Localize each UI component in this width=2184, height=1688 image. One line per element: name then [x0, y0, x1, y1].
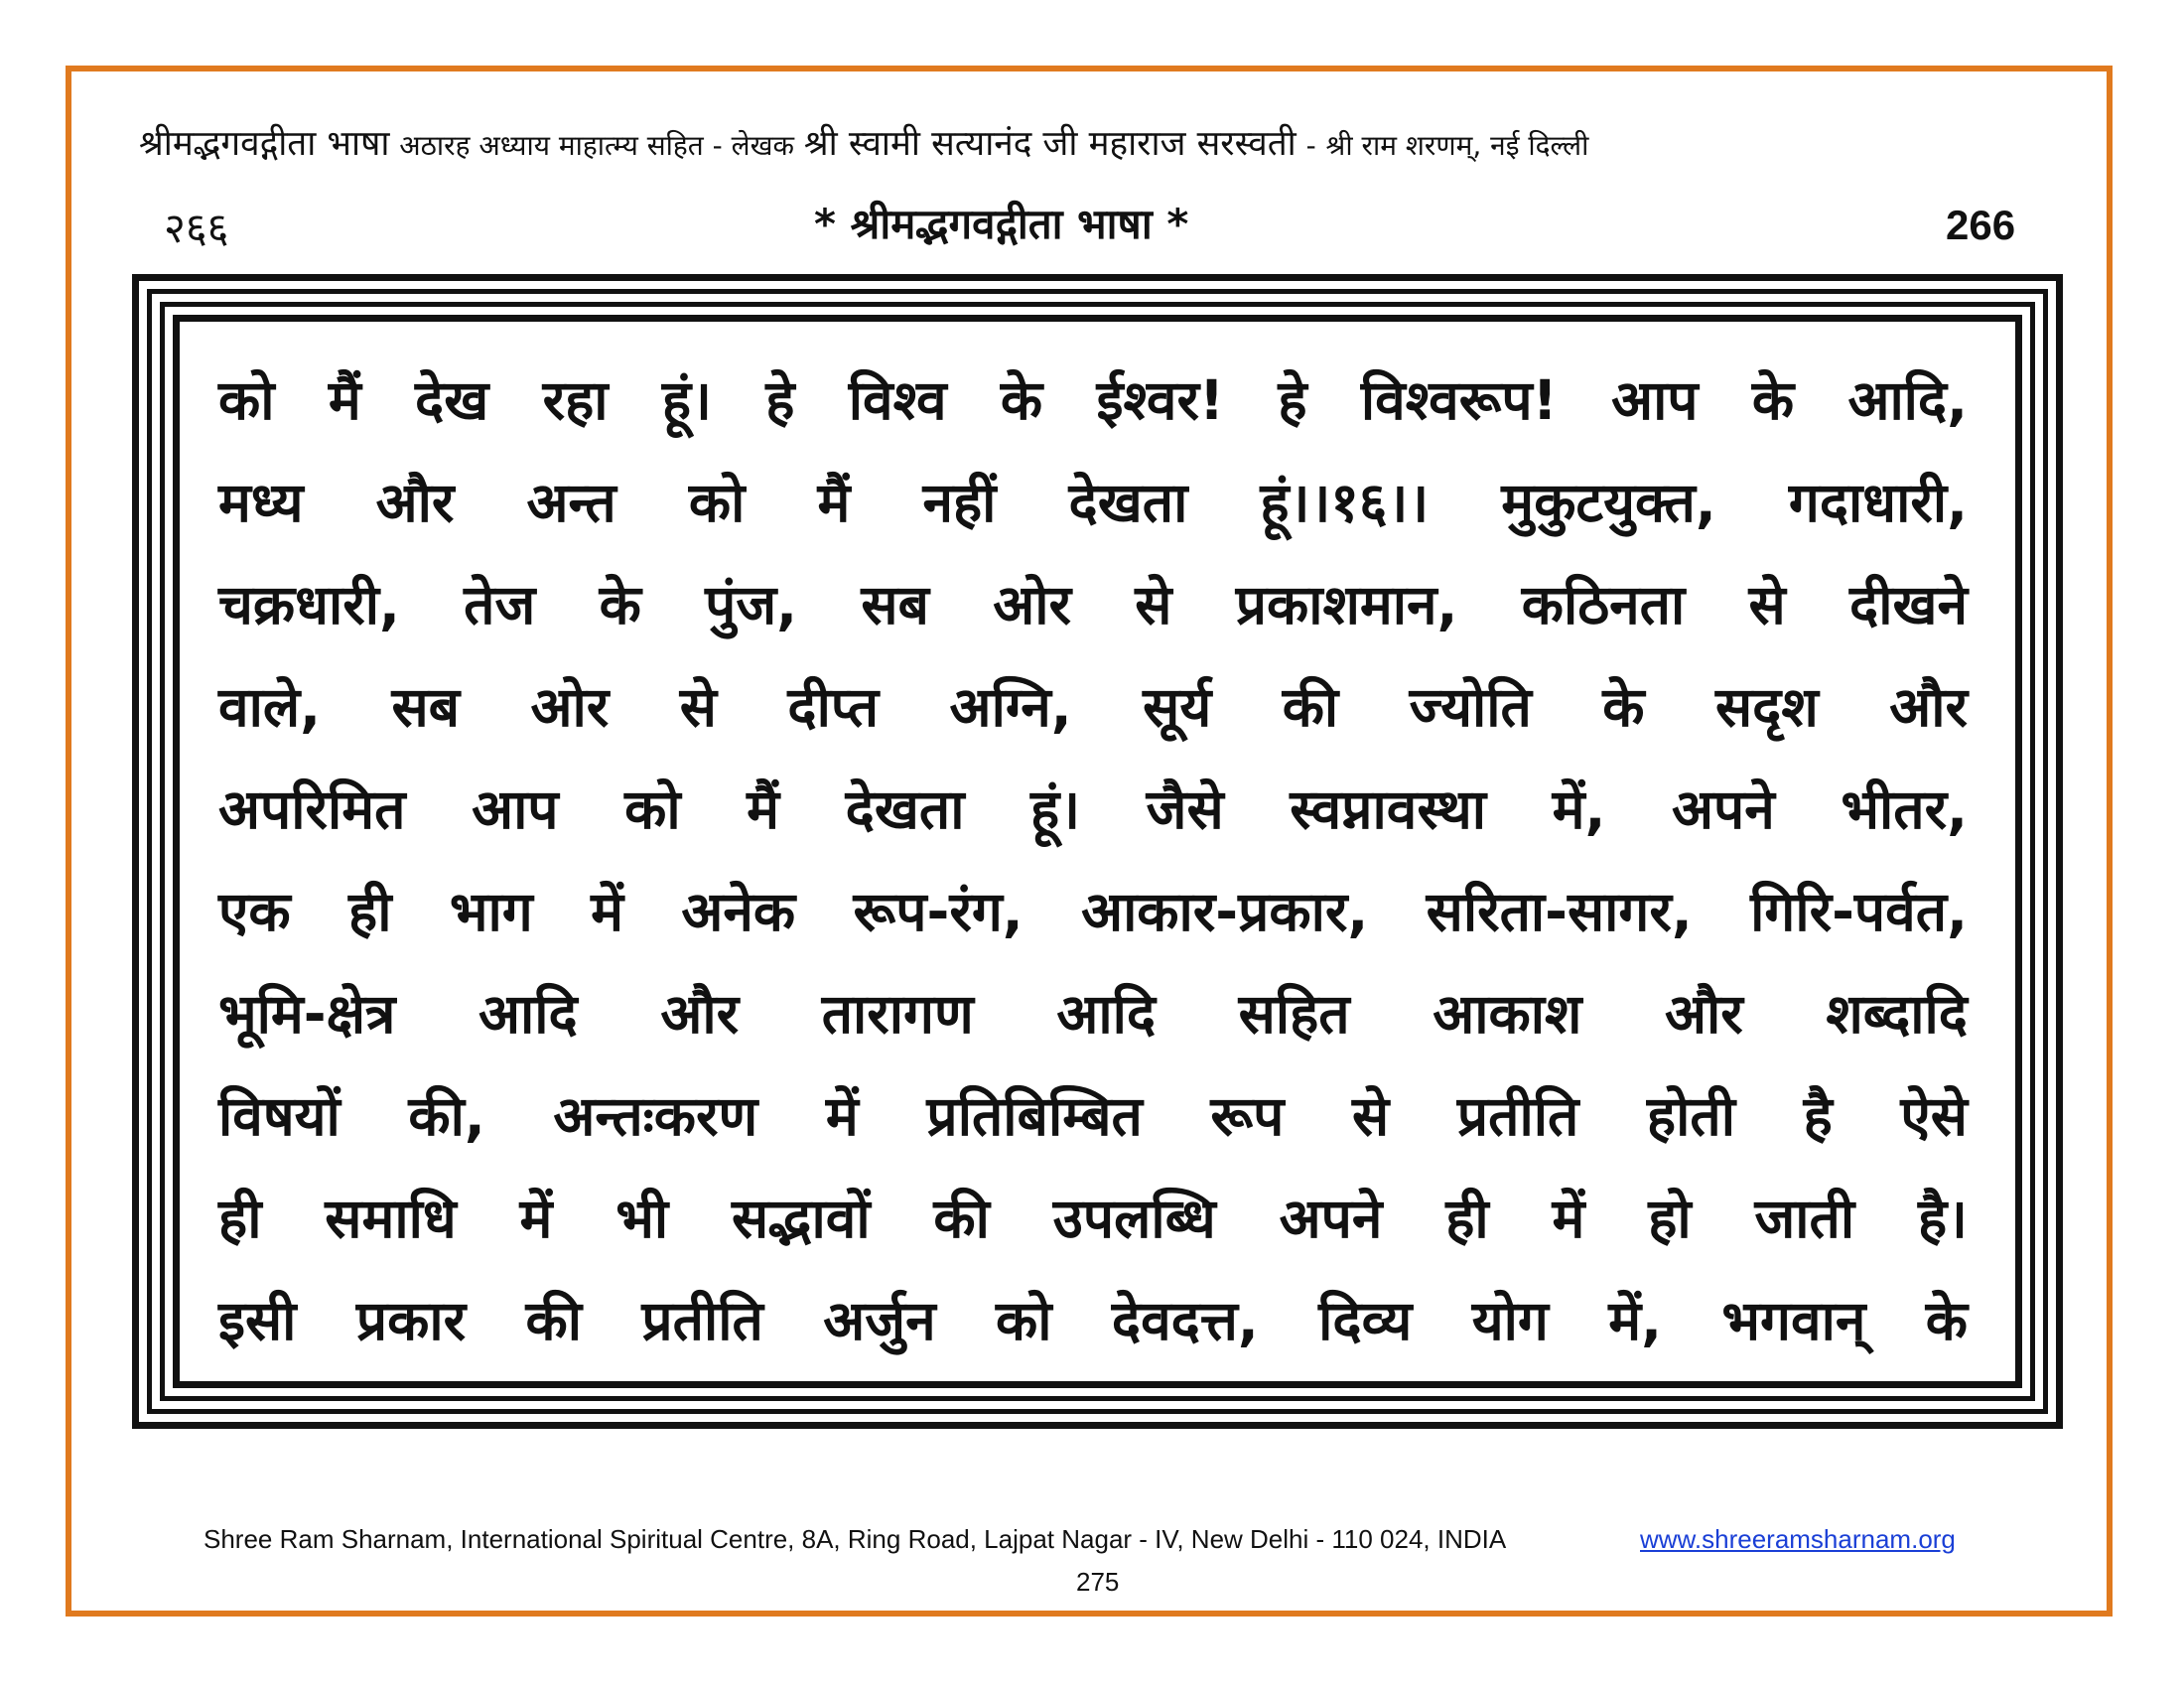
header-publisher: श्री राम शरणम्, नई दिल्ली — [1325, 129, 1589, 162]
text-line: विषयों की, अन्तःकरण में प्रतिबिम्बित रूप से प्रतीति होती है ऐसे — [218, 1084, 1968, 1148]
text-line: वाले, सब ओर से दीप्त अग्नि, सूर्य की ज्योति के सदृश और — [218, 675, 1968, 739]
page-number-arabic: 266 — [1946, 202, 2016, 248]
text-line: को मैं देख रहा हूं। हे विश्व के ईश्वर! हे विश्वरूप! आप के आदि, — [218, 368, 1968, 432]
text-line: भूमि-क्षेत्र आदि और तारागण आदि सहित आकाश और शब्दादि — [218, 982, 1968, 1046]
text-line: एक ही भाग में अनेक रूप-रंग, आकार-प्रकार, सरिता-सागर, गिरि-पर्वत, — [218, 880, 1968, 943]
scripture-text — [218, 350, 1968, 1372]
header-author: श्री स्वामी सत्यानंद जी महाराज सरस्वती — [803, 124, 1297, 164]
website-link[interactable]: www.shreeramsharnam.org — [1640, 1524, 1956, 1554]
text-line: इसी प्रकार की प्रतीति अर्जुन को देवदत्त, दिव्य योग में, भगवान् के — [218, 1289, 1968, 1352]
running-title: * श्रीमद्भगवद्गीता भाषा * — [814, 200, 1189, 248]
text-line: अपरिमित आप को मैं देखता हूं। जैसे स्वप्नावस्था में, अपने भीतर, — [218, 777, 1968, 841]
text-line: चक्रधारी, तेज के पुंज, सब ओर से प्रकाशमान, कठिनता से दीखने — [218, 573, 1968, 636]
header-separator: - — [1305, 129, 1316, 162]
header-line — [139, 119, 2065, 166]
page-number-devanagari: २६६ — [164, 204, 229, 252]
text-line: मध्य और अन्त को मैं नहीं देखता हूं।।१६।। मुकुटयुक्त, गदाधारी, — [218, 471, 1968, 534]
footer-address: Shree Ram Sharnam, International Spiritual Centre, 8A, Ring Road, Lajpat Nagar - IV, New Delhi - 110 024, INDIA — [204, 1524, 1507, 1554]
header-subtitle: अठारह अध्याय माहात्म्य सहित - लेखक — [399, 129, 795, 162]
book-title: श्रीमद्भगवद्गीता भाषा — [139, 124, 390, 164]
pdf-page-number: 275 — [1076, 1567, 1120, 1597]
text-line: ही समाधि में भी सद्भावों की उपलब्धि अपने ही में हो जाती है। — [218, 1187, 1968, 1250]
